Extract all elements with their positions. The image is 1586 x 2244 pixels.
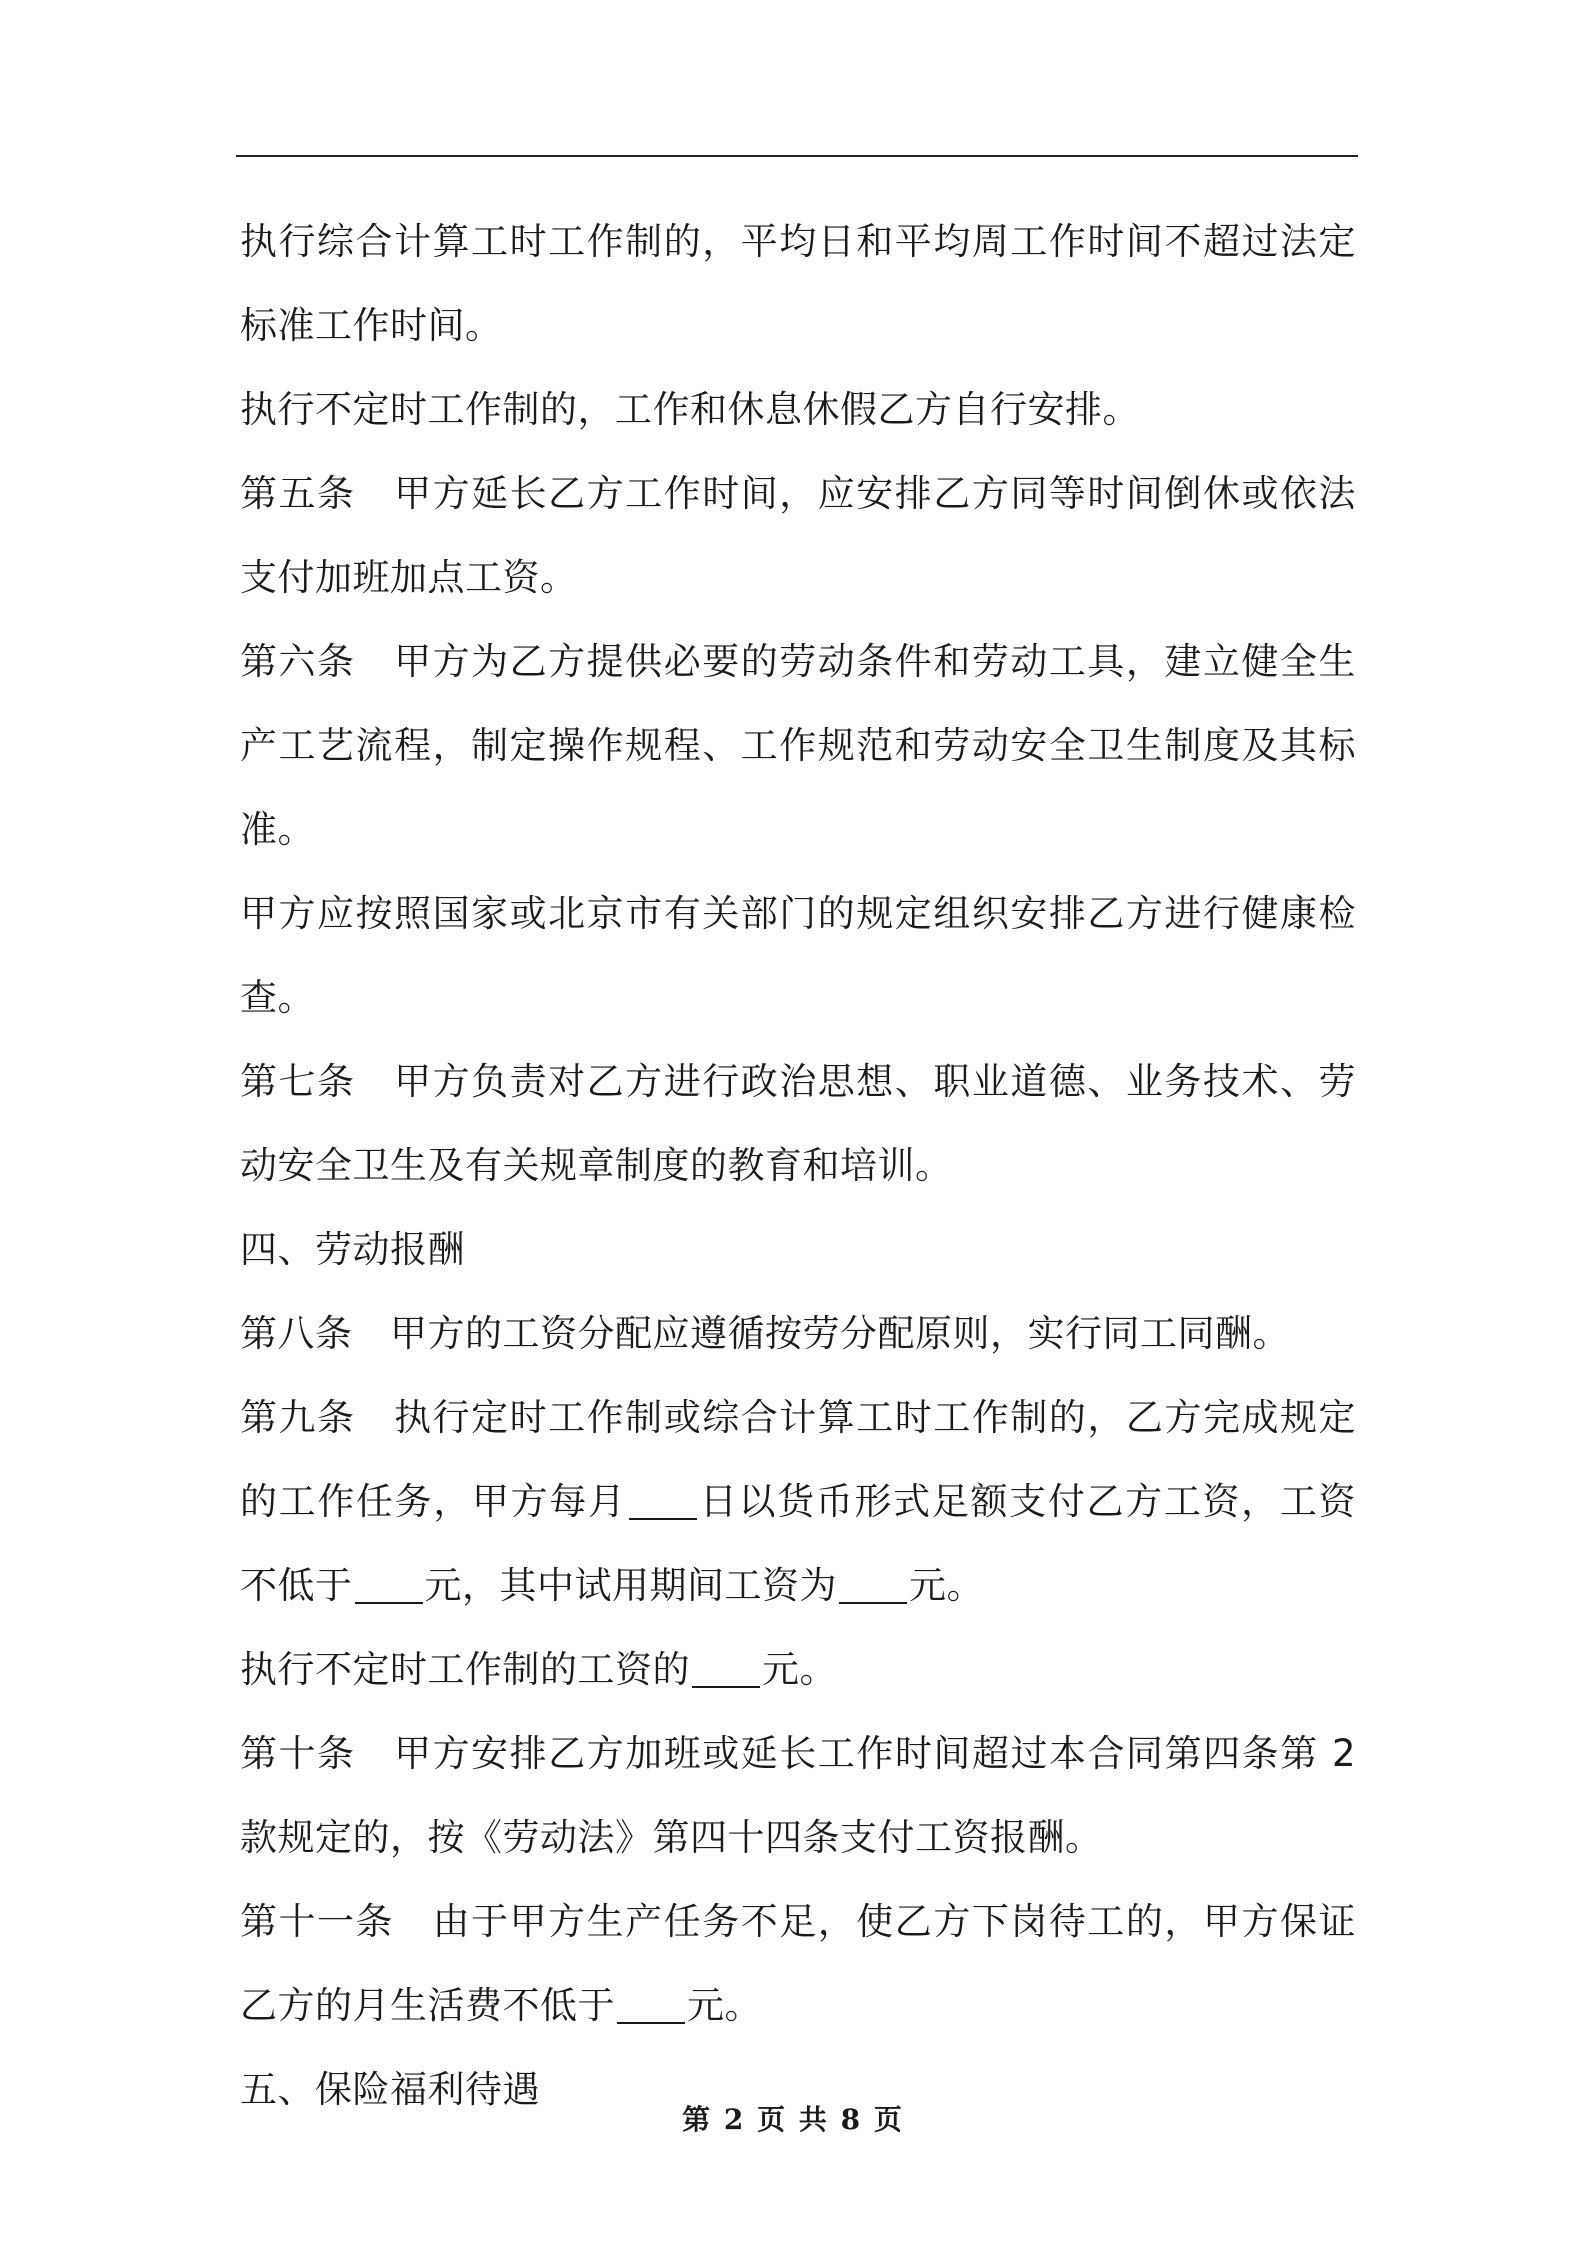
fill-in-blank	[692, 1685, 760, 1688]
clause-9	[240, 1376, 1356, 1628]
text-segment: 执行不定时工作制的，工作和休息休假乙方自行安排。	[240, 388, 1140, 431]
paragraph	[240, 872, 1356, 1040]
text-segment: 执行综合计算工时工作制的，平均日和平均周工作时间不超过法定标准工作时间。	[240, 220, 1356, 347]
paragraph	[240, 1628, 1356, 1712]
text-segment: 第九条 执行定时工作制或综合计算工时工作制的，乙方完成规定的工作任务，甲方每月	[240, 1396, 1356, 1523]
paragraph	[240, 368, 1356, 452]
text-segment: 四、劳动报酬	[240, 1228, 465, 1271]
text-segment: 甲方应按照国家或北京市有关部门的规定组织安排乙方进行健康检查。	[240, 892, 1356, 1019]
text-segment: 第十条 甲方安排乙方加班或延长工作时间超过本合同第四条第 2 款规定的，按《劳动法》第四十四条支付工资报酬。	[240, 1732, 1356, 1859]
document-body	[240, 200, 1356, 2132]
text-segment: 第八条 甲方的工资分配应遵循按劳分配原则，实行同工同酬。	[240, 1312, 1290, 1355]
text-segment: 元。	[687, 1984, 762, 2027]
page-number: 第 2 页 共 8 页	[682, 2103, 904, 2136]
fill-in-blank	[839, 1601, 907, 1604]
clause-6	[240, 620, 1356, 872]
clause-7	[240, 1040, 1356, 1208]
clause-8	[240, 1292, 1356, 1376]
text-segment: 五、保险福利待遇	[240, 2068, 540, 2111]
fill-in-blank	[355, 1601, 423, 1604]
text-segment: 第五条 甲方延长乙方工作时间，应安排乙方同等时间倒休或依法支付加班加点工资。	[240, 472, 1356, 599]
text-segment: 元，其中试用期间工资为	[424, 1564, 837, 1607]
header-rule	[236, 155, 1358, 157]
clause-10	[240, 1712, 1356, 1880]
clause-11	[240, 1880, 1356, 2048]
text-segment: 第六条 甲方为乙方提供必要的劳动条件和劳动工具，建立健全生产工艺流程，制定操作规程、工作规范和劳动安全卫生制度及其标准。	[240, 640, 1356, 851]
text-segment: 第七条 甲方负责对乙方进行政治思想、职业道德、业务技术、劳动安全卫生及有关规章制度的教育和培训。	[240, 1060, 1356, 1187]
fill-in-blank	[617, 2021, 685, 2024]
text-segment: 元。	[762, 1648, 837, 1691]
text-segment: 日以货币形式足额支付乙方工资，工资不低于	[240, 1480, 1357, 1607]
paragraph	[240, 200, 1356, 368]
clause-5	[240, 452, 1356, 620]
text-segment: 第十一条 由于甲方生产任务不足，使乙方下岗待工的，甲方保证乙方的月生活费不低于	[240, 1900, 1356, 2027]
text-segment: 执行不定时工作制的工资的	[240, 1648, 690, 1691]
fill-in-blank	[629, 1517, 697, 1520]
section-heading	[240, 1208, 1356, 1292]
text-segment: 元。	[909, 1564, 984, 1607]
